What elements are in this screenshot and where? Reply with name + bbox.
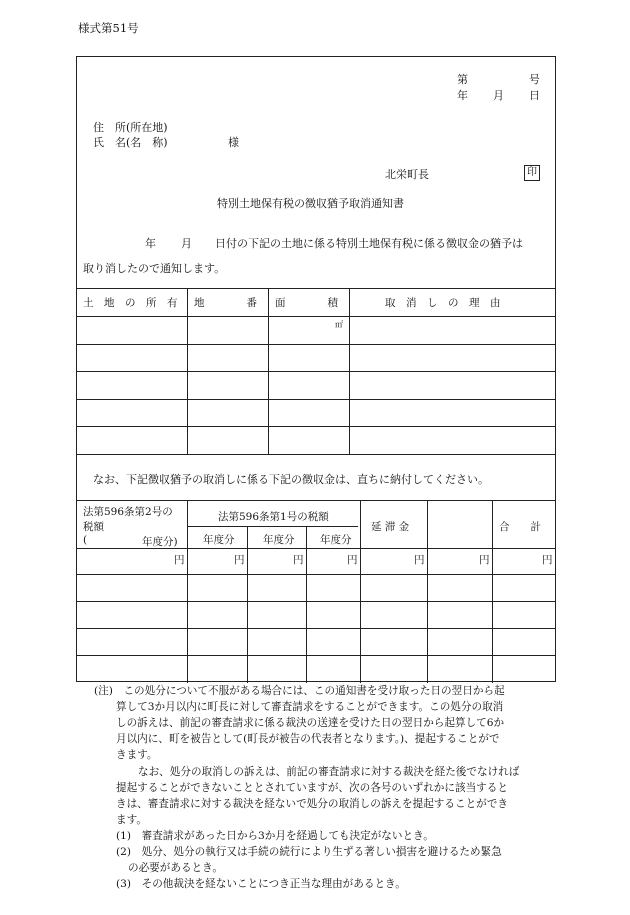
honorific: 様 bbox=[228, 136, 239, 149]
address-label: 住 所(所在地) bbox=[93, 121, 168, 134]
seal-mark: 印 bbox=[524, 165, 540, 181]
issuer-name: 北栄町長 bbox=[385, 168, 429, 181]
tax-header-art2-l3-open: ( bbox=[83, 534, 88, 546]
land-table-row-line bbox=[77, 399, 555, 400]
tax-subheader-year-1: 年度分 bbox=[203, 534, 235, 546]
tax-header-art1: 法第596条第1号の税額 bbox=[218, 511, 329, 523]
note-line: 月以内に、町を被告として(町長が被告の代表者となります。)、提起することがで bbox=[116, 733, 500, 745]
date-month: 月 bbox=[493, 89, 504, 102]
tax-header-total: 合 計 bbox=[499, 521, 541, 533]
note-item-2-cont: の必要があるとき。 bbox=[128, 862, 223, 874]
tax-table-col-line bbox=[492, 500, 493, 683]
tax-table-col-line bbox=[360, 500, 361, 683]
tax-table-col-line bbox=[247, 526, 248, 683]
body-month: 月 bbox=[181, 237, 192, 250]
notice-form-frame bbox=[76, 56, 556, 682]
note-line: きます。 bbox=[116, 749, 158, 761]
tax-table-row-line bbox=[77, 655, 555, 656]
tax-table-col-line bbox=[187, 500, 188, 683]
tax-header-art2-l3-rest: 年度分) bbox=[142, 536, 178, 548]
tax-table-subheader-line bbox=[187, 526, 358, 527]
tax-subheader-year-3: 年度分 bbox=[320, 534, 352, 546]
land-table-row-line bbox=[77, 426, 555, 427]
land-table-col-line bbox=[268, 288, 269, 454]
tax-table-row-line bbox=[77, 601, 555, 602]
tax-subheader-year-2: 年度分 bbox=[263, 534, 295, 546]
tax-header-art2-l1: 法第596条第2号の bbox=[83, 506, 173, 518]
note-line: 提起することができないこととされていますが、次の各号のいずれかに該当すると bbox=[116, 782, 508, 794]
date-day: 日 bbox=[529, 89, 540, 102]
yen-unit: 円 bbox=[347, 554, 358, 566]
yen-unit: 円 bbox=[414, 554, 425, 566]
land-table-bottom-line bbox=[77, 454, 555, 455]
tax-table-col-line bbox=[306, 526, 307, 683]
land-table-header-line bbox=[77, 316, 555, 317]
tax-table-col-line bbox=[427, 500, 428, 683]
land-header-owner: 土 地 の 所 有 bbox=[83, 297, 178, 309]
form-number: 様式第51号 bbox=[78, 21, 139, 35]
yen-unit: 円 bbox=[293, 554, 304, 566]
doc-number-suffix: 号 bbox=[529, 73, 540, 86]
note-line: なお、処分の取消しの訴えは、前記の審査請求に対する裁決を経た後でなければ bbox=[138, 766, 520, 778]
body-line2: 取り消したので通知します。 bbox=[83, 262, 226, 275]
land-table-row-line bbox=[77, 371, 555, 372]
yen-unit: 円 bbox=[234, 554, 245, 566]
document-title: 特別土地保有税の徴収猶予取消通知書 bbox=[217, 197, 404, 210]
tax-header-late-fee: 延 滞 金 bbox=[371, 521, 410, 533]
note-item-3: (3) その他裁決を経ないことにつき正当な理由があるとき。 bbox=[116, 878, 406, 890]
note-item-2: (2) 処分、処分の執行又は手続の続行により生ずる著しい損害を避けるため緊急 bbox=[116, 846, 502, 858]
note-line: きは、審査請求に対する裁決を経ないで処分の取消しの訴えを提起することができ bbox=[116, 798, 508, 810]
tax-table-row-line bbox=[77, 574, 555, 575]
yen-unit: 円 bbox=[542, 554, 553, 566]
tax-table-top-line bbox=[77, 500, 555, 501]
land-table-col-line bbox=[187, 288, 188, 454]
yen-unit: 円 bbox=[174, 554, 185, 566]
note-line: (注) この処分について不服がある場合には、この通知書を受け取った日の翌日から起 bbox=[94, 685, 505, 697]
yen-unit: 円 bbox=[479, 554, 490, 566]
name-label: 氏 名(名 称) bbox=[93, 136, 168, 149]
date-year: 年 bbox=[457, 89, 468, 102]
body-line1: 日付の下記の土地に係る特別土地保有税に係る徴収金の猶予は bbox=[215, 237, 523, 250]
land-table-row-line bbox=[77, 344, 555, 345]
doc-number-prefix: 第 bbox=[457, 73, 468, 86]
note-line: しの訴えは、前記の審査請求に係る裁決の送達を受けた日の翌日から起算して6か bbox=[116, 717, 505, 729]
tax-header-art2-l2: 税額 bbox=[83, 521, 104, 533]
note-line: ます。 bbox=[116, 814, 147, 826]
note-line: 算して3か月以内に町長に対して審査請求をすることができます。この処分の取消 bbox=[116, 701, 504, 713]
land-table-top-line bbox=[77, 288, 555, 289]
land-header-area: 面 積 bbox=[275, 297, 338, 309]
note-item-1: (1) 審査請求があった日から3か月を経過しても決定がないとき。 bbox=[116, 830, 434, 842]
land-table-col-line bbox=[349, 288, 350, 454]
area-unit: ㎡ bbox=[335, 320, 343, 329]
body-year: 年 bbox=[145, 237, 156, 250]
payment-notice: なお、下記徴収猶予の取消しに係る下記の徴収金は、直ちに納付してください。 bbox=[93, 473, 489, 486]
tax-table-row-line bbox=[77, 628, 555, 629]
land-header-lot-number: 地 番 bbox=[194, 297, 257, 309]
land-header-reason: 取 消 し の 理 由 bbox=[385, 297, 501, 309]
